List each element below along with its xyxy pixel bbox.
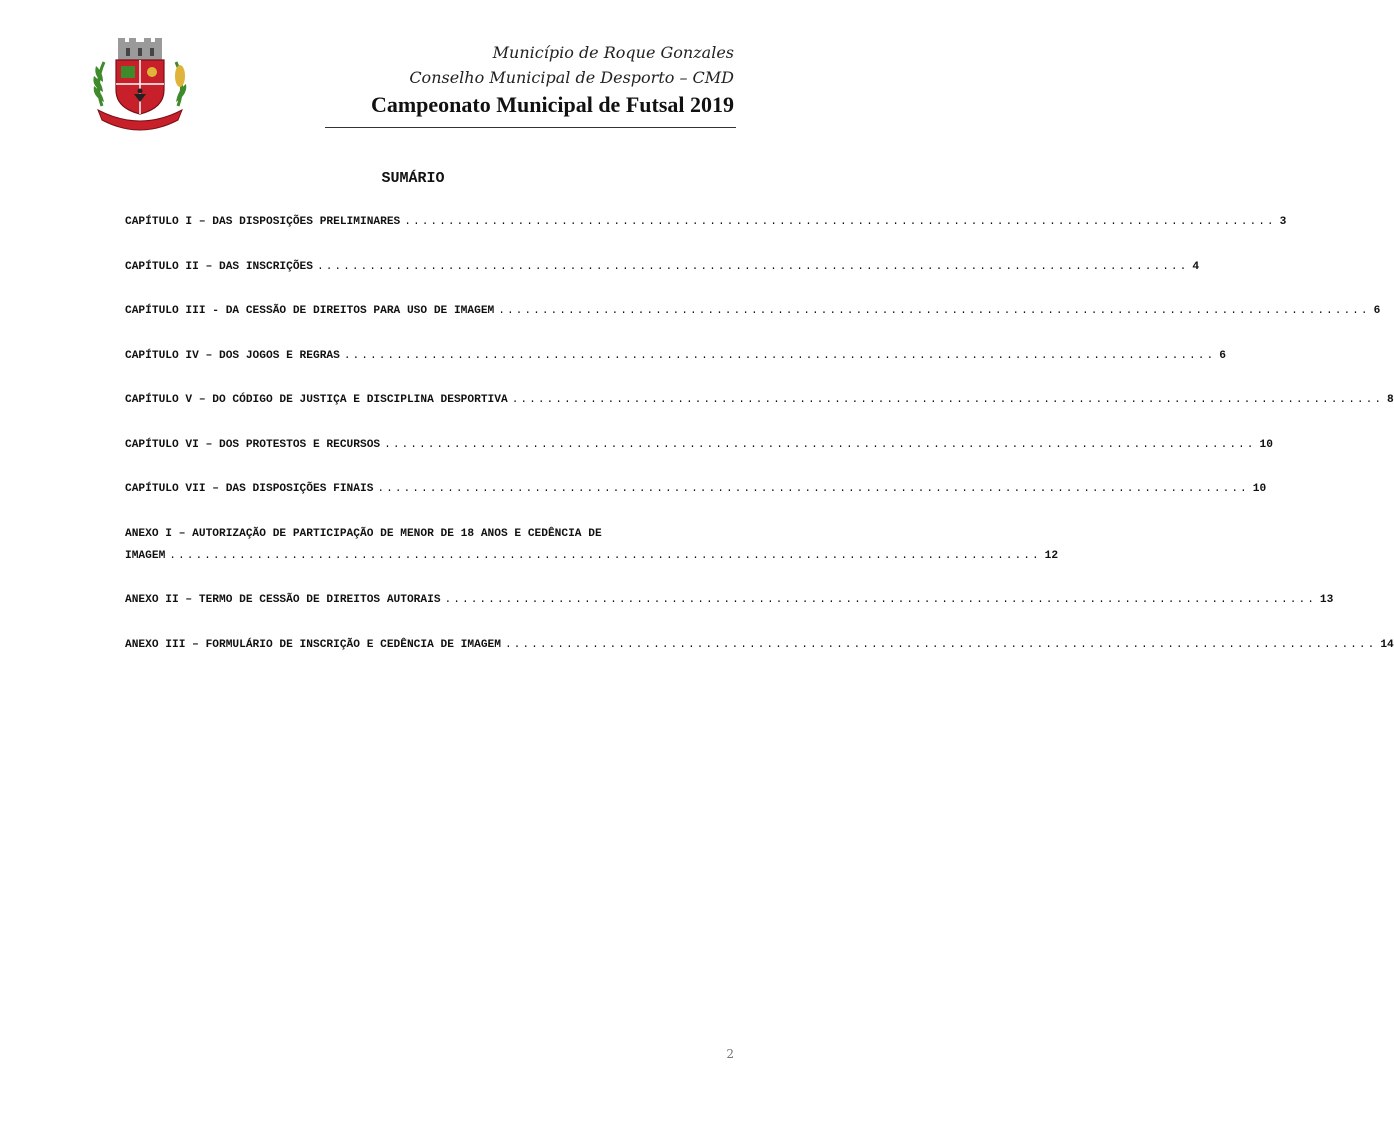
toc-entry-title: CAPÍTULO VI – DOS PROTESTOS E RECURSOS — [125, 438, 381, 451]
toc-entry-page: 14 — [1380, 638, 1394, 651]
page-number: 2 — [726, 1047, 734, 1061]
toc-entry-title: CAPÍTULO VII – DAS DISPOSIÇÕES FINAIS — [125, 483, 374, 495]
toc-leader-dots: .................................................................................................... — [444, 594, 1316, 606]
toc-entry-page: 6 — [1219, 349, 1226, 362]
toc-entry-title: CAPÍTULO III - DA CESSÃO DE DIREITOS PARA USO DE IMAGEM — [125, 305, 495, 317]
toc-entry[interactable] — [125, 392, 1394, 409]
toc-leader-dots: .................................................................................................... — [316, 260, 1189, 273]
toc-entry-title: CAPÍTULO IV – DOS JOGOS E REGRAS — [125, 349, 340, 362]
toc-leader-dots: .................................................................................................... — [504, 638, 1377, 651]
toc-entry-page: 8 — [1387, 394, 1394, 406]
toc-entry-title: CAPÍTULO V – DO CÓDIGO DE JUSTIÇA E DISCIPLINA DESPORTIVA — [125, 394, 508, 406]
toc-leader-dots: .................................................................................................... — [498, 305, 1370, 317]
toc-entry-title: ANEXO II – TERMO DE CESSÃO DE DIREITOS AUTORAIS — [125, 594, 441, 606]
toc-leader-dots: .................................................................................................... — [384, 438, 1256, 451]
toc-entry-title-line1: ANEXO I – AUTORIZAÇÃO DE PARTICIPAÇÃO DE MENOR DE 18 ANOS E CEDÊNCIA DE — [125, 527, 602, 540]
header-council: Conselho Municipal de Desporto – CMD — [409, 68, 734, 87]
toc-leader-dots: .................................................................................................... — [343, 349, 1216, 362]
table-of-contents — [125, 214, 1394, 681]
toc-entry[interactable] — [125, 592, 1334, 609]
toc-leader-dots: .................................................................................................... — [511, 394, 1384, 406]
toc-entry-title: CAPÍTULO I – DAS DISPOSIÇÕES PRELIMINARES — [125, 216, 401, 228]
toc-leader-dots: .................................................................................................... — [169, 549, 1041, 562]
toc-entry[interactable] — [125, 259, 1200, 276]
toc-entry[interactable] — [125, 437, 1273, 454]
toc-entry[interactable] — [125, 526, 1059, 565]
toc-entry-title: CAPÍTULO II – DAS INSCRIÇÕES — [125, 260, 313, 273]
header-rule — [325, 127, 736, 128]
toc-entry[interactable] — [125, 214, 1287, 231]
toc-entry-page: 10 — [1252, 483, 1267, 495]
toc-leader-dots: .................................................................................................... — [404, 216, 1276, 228]
toc-entry[interactable] — [125, 348, 1226, 365]
toc-entry-title: IMAGEM — [125, 549, 166, 562]
toc-entry-page: 4 — [1192, 260, 1200, 273]
toc-entry[interactable] — [125, 637, 1394, 654]
header-municipality: Município de Roque Gonzales — [492, 43, 734, 62]
toc-leader-dots: .................................................................................................... — [377, 483, 1249, 495]
toc-entry-page: 6 — [1373, 305, 1381, 317]
toc-heading: SUMÁRIO — [381, 170, 445, 187]
header-title: Campeonato Municipal de Futsal 2019 — [370, 92, 734, 117]
toc-entry-page: 10 — [1259, 438, 1273, 451]
toc-entry[interactable] — [125, 481, 1267, 498]
municipal-crest-logo — [88, 36, 192, 128]
toc-entry-page: 3 — [1279, 216, 1287, 228]
toc-entry-title: ANEXO III – FORMULÁRIO DE INSCRIÇÃO E CEDÊNCIA DE IMAGEM — [125, 638, 501, 651]
toc-entry-page: 12 — [1044, 549, 1059, 562]
toc-entry-page: 13 — [1319, 594, 1334, 606]
toc-entry[interactable] — [125, 303, 1381, 320]
